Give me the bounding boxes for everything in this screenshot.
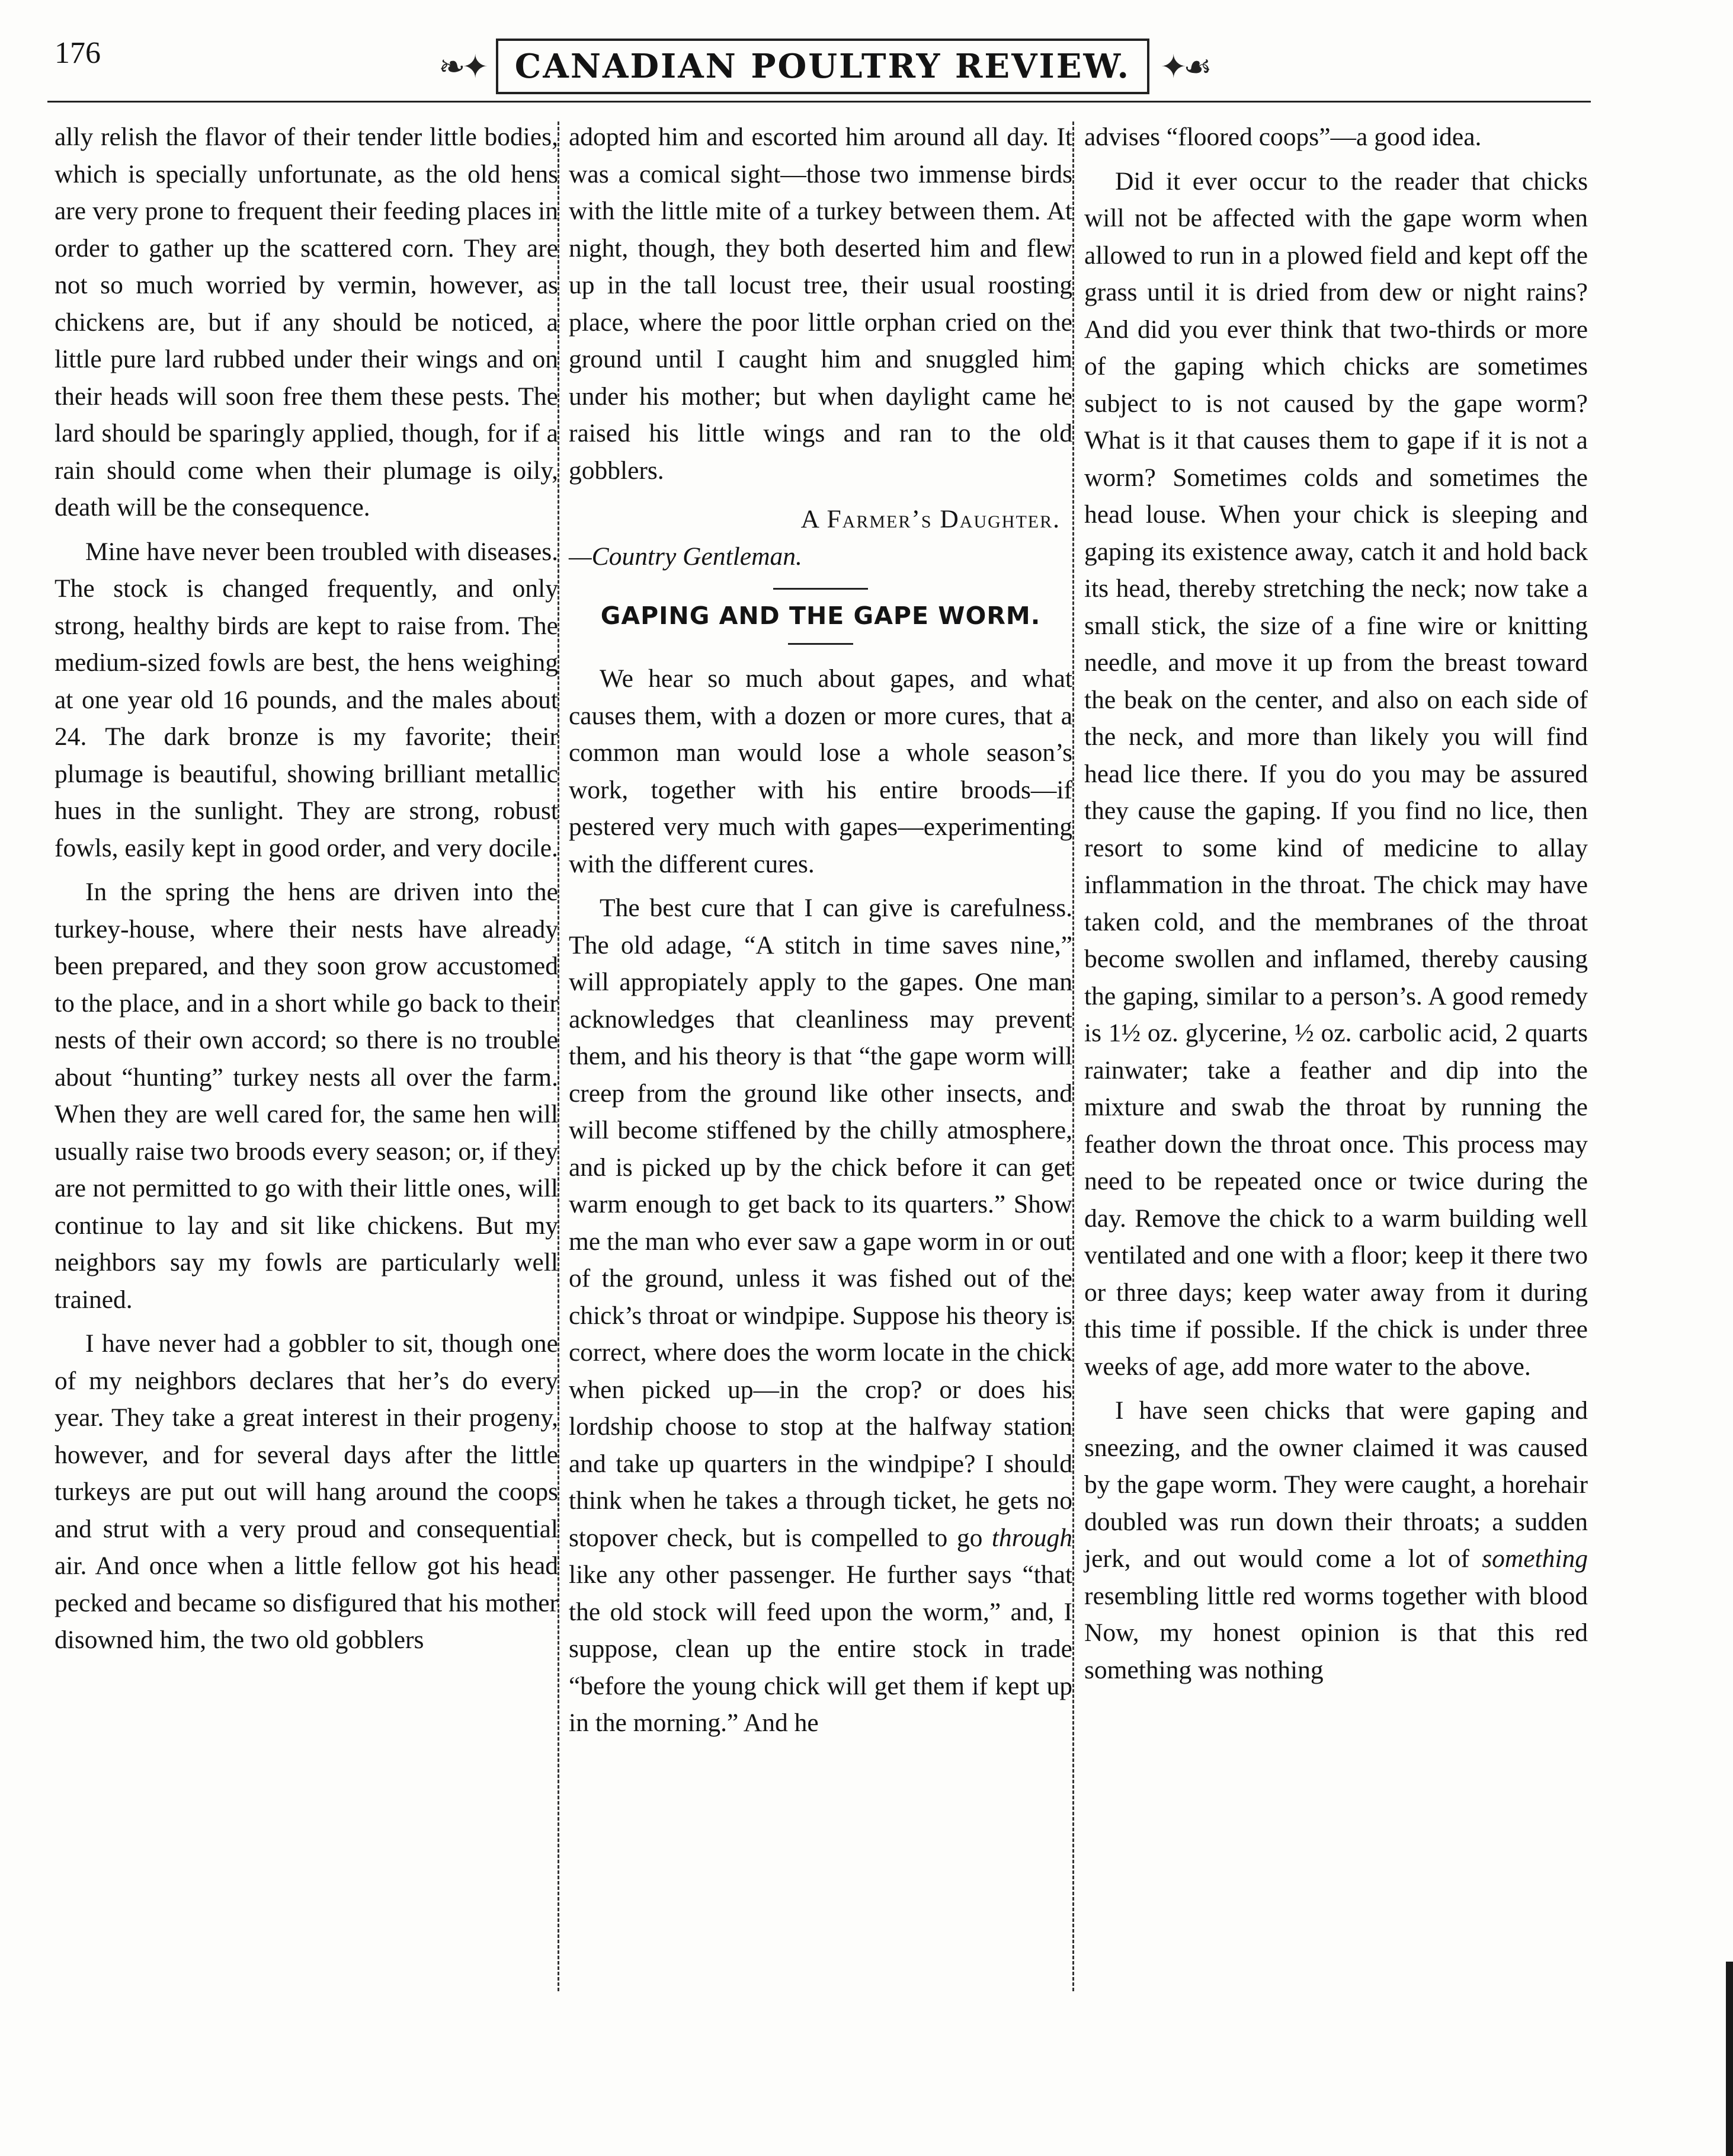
author-signature: A Farmer’s Daughter. bbox=[800, 505, 1061, 533]
paragraph: advises “floored coops”—a good idea. bbox=[1084, 123, 1482, 151]
masthead bbox=[438, 31, 1209, 102]
column-divider bbox=[1072, 121, 1074, 1991]
paragraph: ally relish the flavor of their tender little bodies, which is specially unfortunate, as the old hens are very prone to frequent their feeding places in order to gather up the scattered corn. They are not so much worried by vermin, however, as chickens are, but if any should be noticed, a little pure lard rubbed under their wings and on their heads will soon free them these pests. The lard should be sparingly applied, though, for if a rain should come when their plumage is oily, death will be the consequence. bbox=[55, 123, 558, 522]
paragraph-text: like any other passenger. He further says “that the old stock will feed upon the worm,” and, I suppose, clean up the entire stock in trade “before the young chick will get them if kept up in the morning.” And he bbox=[569, 1560, 1072, 1737]
section-rule bbox=[788, 643, 853, 645]
paragraph bbox=[569, 890, 1072, 1742]
article-heading: GAPING AND THE GAPE WORM. bbox=[600, 602, 1041, 630]
paragraph: We hear so much about gapes, and what causes them, with a dozen or more cures, that a common man would lose a whole season’s work, together with his entire broods—if pestered very much with gapes—experimenting with the different cures. bbox=[569, 664, 1072, 878]
paragraph: Mine have never been troubled with diseases. The stock is changed frequently, and only strong, healthy birds are kept to raise from. The medium-sized fowls are best, the hens weighing at one year old 16 pounds, and the males about 24. The dark bronze is my favorite; their plumage is beautiful, showing brilliant metallic hues in the sunlight. They are strong, robust fowls, easily kept in good order, and very docile. bbox=[55, 537, 558, 862]
page-number: 176 bbox=[55, 36, 101, 70]
paragraph: adopted him and escorted him around all day. It was a comical sight—those two immense birds with the little mite of a turkey between them. At night, though, they both deserted him and flew up in the tall locust tree, their usual roosting place, where the poor little orphan cried on the ground until I caught him and snuggled him under his mother; but when daylight came he raised his little wings and ran to the old gobblers. bbox=[569, 123, 1072, 485]
publication-title: CANADIAN POULTRY REVIEW. bbox=[496, 39, 1149, 94]
paragraph: In the spring the hens are driven into the turkey-house, where their nests have already been prepared, and they soon grow accustomed to the place, and in a short while go back to their nests of their own accord; so there is no trouble about “hunting” turkey nests all over the farm. When they are well cared for, the same hen will usually raise two broods every season; or, if they are not permitted to go with their little ones, will continue to lay and sit like chickens. But my neighbors say my fowls are particularly well trained. bbox=[55, 878, 558, 1314]
italic-word: something bbox=[1482, 1544, 1588, 1573]
right-ornament-icon: ✦☙ bbox=[1160, 47, 1209, 85]
paragraph: Did it ever occur to the reader that chicks will not be affected with the gape worm when allowed to run in a plowed field and kept off the grass until it is dried from dew or night rains? And did you ever think that two-thirds or more of the gaping which chicks are sometimes subject to is not caused by the gape worm? What is it that causes them to gape if it is not a worm? Sometimes colds and sometimes the head louse. When your chick is sleeping and gaping its existence away, catch it and hold back its head, thereby stretching the neck; now take a small stick, the size of a fine wire or knitting needle, and move it up from the breast toward the beak on the center, and also on each side of the neck, and more than likely you will find head lice there. If you do you may be assured they cause the gaping. If you find no lice, then resort to some kind of medicine to allay inflammation in the throat. The chick may have taken cold, and the membranes of the throat become swollen and inflamed, thereby causing the gaping, similar to a person’s. A good remedy is 1½ oz. glycerine, ½ oz. carbolic acid, 2 quarts rainwater; take a feather and dip into the mixture and swab the throat by running the feather down the throat once. This process may need to be repeated once or twice during the day. Remove the chick to a warm building well ventilated and one with a floor; keep it there two or three days; keep water away from it during this time if possible. If the chick is under three weeks of age, add more water to the above. bbox=[1084, 167, 1588, 1381]
paragraph-text: The best cure that I can give is carefulness. The old adage, “A stitch in time saves nine,” will appropiately apply to the gapes. One man acknowledges that cleanliness may prevent them, and his theory is that “the gape worm will creep from the ground like other insects, and will become stiffened by the chilly atmosphere, and is picked up by the chick before it can get warm enough to get back to its quarters.” Show me the man who ever saw a gape worm in or out of the ground, unless it was fished out of the chick’s throat or windpipe. Suppose his theory is correct, where does the worm locate in the chick when picked up—in the crop? or does his lordship choose to stop at the halfway station and take up quarters in the windpipe? I should think when he takes a through ticket, he gets no stopover check, but is compelled to go bbox=[569, 894, 1072, 1552]
italic-word: through bbox=[991, 1523, 1072, 1552]
column-left bbox=[55, 119, 558, 1666]
left-ornament-icon: ❧✦ bbox=[438, 47, 485, 85]
scan-edge bbox=[1726, 1962, 1733, 2156]
paragraph bbox=[1084, 1392, 1588, 1688]
column-middle bbox=[569, 119, 1072, 1749]
column-right bbox=[1084, 119, 1588, 1696]
source-citation: —Country Gentleman. bbox=[569, 542, 802, 571]
paragraph-text: resembling little red worms together with blood Now, my honest opinion is that this red something was nothing bbox=[1084, 1581, 1588, 1684]
section-rule bbox=[773, 588, 868, 590]
paragraph: I have never had a gobbler to sit, though one of my neighbors declares that her’s do every year. They take a great interest in their progeny, however, and for several days after the little turkeys are put out will hang around the coops and strut with a very proud and consequential air. And once when a little fellow got his head pecked and became so disfigured that his mother disowned him, the two old gobblers bbox=[55, 1329, 558, 1654]
header-rule bbox=[47, 101, 1591, 103]
paragraph-text: I have seen chicks that were gaping and sneezing, and the owner claimed it was caused by the gape worm. They were caught, a horehair doubled was run down their throats; a sudden jerk, and out would come a lot of bbox=[1084, 1396, 1588, 1573]
